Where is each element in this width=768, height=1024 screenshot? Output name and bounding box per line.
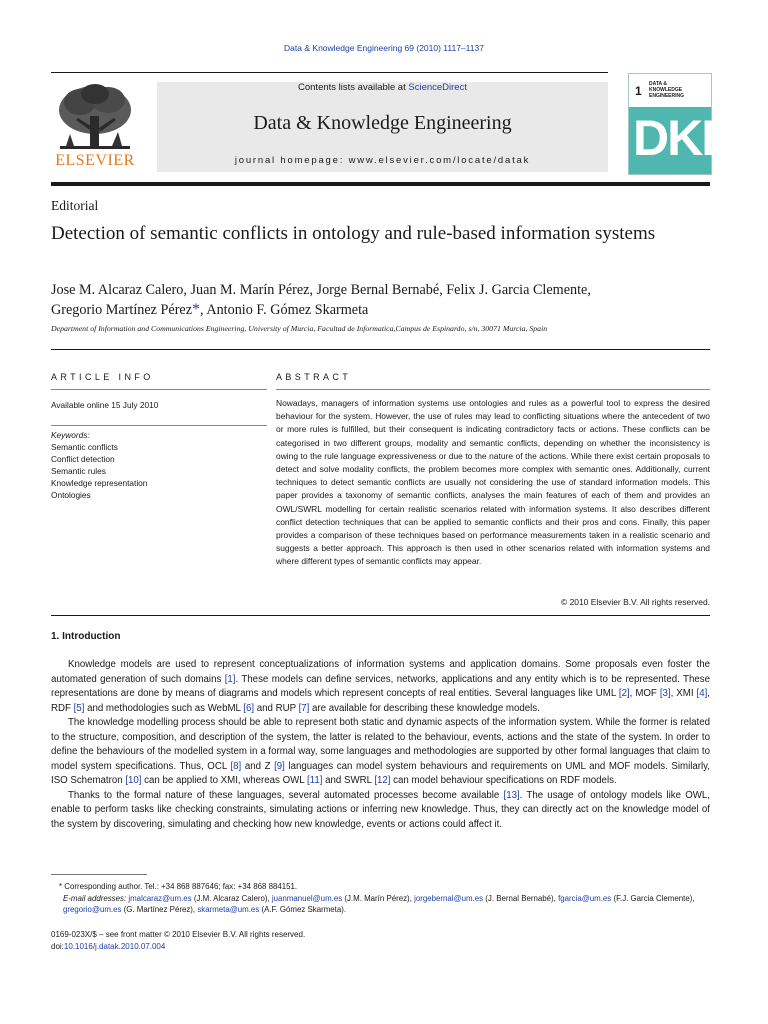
header-top-rule [51, 72, 608, 73]
text-run: and Z [241, 760, 275, 772]
text-run: can model behaviour specifications on RDF models. [390, 775, 617, 786]
text-run: and methodologies such as WebML [84, 702, 244, 714]
cover-big-letters: DKE [633, 110, 733, 166]
keywords-rule [51, 425, 267, 426]
intro-paragraph-3 [51, 789, 710, 833]
doi-line [51, 941, 305, 953]
journal-title: Data & Knowledge Engineering [253, 112, 512, 134]
keyword: Knowledge representation [51, 478, 148, 488]
reference-link[interactable]: [8] [230, 760, 242, 772]
article-title: Detection of semantic conflicts in ontology and rule-based information systems [51, 223, 656, 244]
elsevier-wordmark: ELSEVIER [55, 152, 135, 169]
reference-link[interactable]: [1] [224, 673, 236, 685]
authors-line-1: Jose M. Alcaraz Calero, Juan M. Marín Pérez, Jorge Bernal Bernabé, Felix J. Garcia Clemente, [51, 282, 591, 298]
keywords-block [51, 429, 147, 501]
reference-link[interactable]: jorgebernal@um.es [414, 893, 484, 903]
text-run: and RUP [254, 702, 299, 714]
abstract-text: Nowadays, managers of information systems use ontologies and rules as a powerful tool to express the desired behaviour for the system. However, the use of rules may lead to conflicting situations where the antecedent of two or more rules is fulfilled, but their consequent is indicating contradictory facts or actions. These conflicts can be categorised in two different groups, modality and semantic conflicts, depending on whether the inconsistency is owing to the rule language expressiveness or due to the nature of the actions. While there exist certain proposals to detect and solve modality conflicts, the problem becomes more complex with semantic ones. Additionally, current techniques to detect semantic conflicts are usually not considering the use of standard information models. This paper provides a taxonomy of semantic conflicts, analyses the main features of each of them and provides an OWL/SWRL modelling for certain realistic scenarios related with information systems. It also describes different conflict detection techniques that can be applied to semantic conflicts and their pros and cons. Finally, this paper provides a comparison of these techniques based on performance measurements taken in a realistic scenario and suggests a better approach. This approach is then used in other scenarios related with information systems and where different types of semantic conflicts may appear. [276, 398, 710, 567]
contents-prefix: Contents lists available at [298, 82, 409, 93]
text-run: (J.M. Alcaraz Calero), [191, 893, 272, 903]
reference-link[interactable]: [4] [696, 688, 708, 699]
reference-link[interactable]: skarmeta@um.es [197, 905, 260, 915]
text-run: , RDF [51, 688, 710, 714]
reference-link[interactable]: [6] [243, 702, 255, 714]
doi-link[interactable]: 10.1016/j.datak.2010.07.004 [63, 941, 166, 951]
reference-link[interactable]: [2] [618, 688, 630, 699]
cover-small-line: ENGINEERING [649, 93, 685, 99]
corresponding-star-link[interactable]: * [192, 301, 201, 318]
footnote-rule [51, 874, 147, 875]
text-run: . These models can define services, networks, applications and any entity which is to be represented. These representations are done by means of diagrams and models which represent concepts of real entities. Several languages like UML [51, 673, 710, 699]
article-info-rule [51, 389, 267, 390]
reference-link[interactable]: [3] [659, 688, 671, 699]
cover-small-title [649, 81, 684, 99]
text-run: . The usage of ontology models like OWL, enable to perform tasks like checking constraints, simulating actions or inferring new knowledge. Thus, they can directly act on the knowledge model of the system by discovering, simulating and checking how new knowledge, events or actions could affect it. [51, 789, 710, 830]
abstract-copyright: © 2010 Elsevier B.V. All rights reserved. [561, 597, 710, 607]
affiliation-rule [51, 349, 710, 350]
elsevier-logo [52, 80, 138, 175]
email-list [63, 894, 695, 915]
reference-link[interactable]: [10] [125, 775, 142, 786]
front-matter [51, 929, 305, 952]
footnotes [51, 881, 710, 916]
email-footnote [51, 893, 710, 916]
text-run: (G. Martínez Pérez), [121, 905, 198, 915]
journal-cover [628, 73, 733, 175]
author-corresponding: Gregorio Martínez Pérez [51, 302, 193, 318]
section-heading-introduction: 1. Introduction [51, 631, 121, 642]
text-run: , MOF [629, 688, 660, 699]
reference-link[interactable]: [9] [274, 760, 285, 772]
introduction-body [51, 658, 710, 832]
affiliation: Department of Information and Communications Engineering, University of Murcia, Facultad de Informatica,Campus de Espinardo, s/n, 30071 Murcia, Spain [51, 324, 548, 333]
authors-line-2 [51, 300, 711, 320]
text-run: , XMI [670, 688, 697, 699]
intro-paragraph-1 [51, 658, 710, 716]
reference-link[interactable]: fgarcia@um.es [558, 893, 612, 903]
intro-paragraph-2 [51, 716, 710, 789]
keyword: Semantic rules [51, 466, 106, 476]
reference-link[interactable]: [13] [503, 789, 520, 801]
journal-citation[interactable]: Data & Knowledge Engineering 69 (2010) 1117–1137 [284, 43, 484, 53]
cover-number: 1 [635, 84, 642, 98]
issn-line: 0169-023X/$ – see front matter © 2010 Elsevier B.V. All rights reserved. [51, 930, 306, 939]
keyword: Ontologies [51, 490, 91, 500]
article-type: Editorial [51, 198, 99, 213]
text-run: can be applied to XMI, whereas OWL [141, 775, 307, 786]
text-run: (A.F. Gómez Skarmeta). [259, 905, 347, 915]
keyword: Conflict detection [51, 454, 115, 464]
text-run: are available for describing these knowledge models. [309, 702, 540, 714]
text-run: (J. Bernal Bernabé), [483, 893, 559, 903]
reference-link[interactable]: [11] [306, 775, 323, 786]
abstract-heading: ABSTRACT [276, 372, 352, 382]
reference-link[interactable]: [7] [298, 702, 310, 714]
author-list [51, 281, 711, 320]
abstract-rule [276, 389, 710, 390]
contents-line [157, 82, 608, 93]
text-run: (J.M. Marín Pérez), [342, 893, 415, 903]
reference-link[interactable]: juanmanuel@um.es [271, 893, 343, 903]
reference-link[interactable]: [12] [374, 775, 391, 786]
author-rest: , Antonio F. Gómez Skarmeta [200, 302, 369, 318]
keywords-label: Keywords: [51, 430, 90, 440]
text-run: (F.J. Garcia Clemente), [611, 893, 695, 903]
cover-small-line: DATA & [649, 81, 667, 87]
email-label: E-mail addresses: [63, 893, 127, 903]
article-info-heading: ARTICLE INFO [51, 372, 154, 382]
reference-link[interactable]: gregorio@um.es [63, 905, 122, 915]
text-run: The knowledge modelling process should be able to represent both static and dynamic aspects of the information system. While the former is related to the structure, composition, and description of the system, the latter is related to the behaviour, events, actions and the state of the system. In order to define the behaviours of the modelled system in a formal way, some languages and methodologies are supported by other formal languages that claim to model system specifications. Thus, OCL [51, 717, 710, 772]
reference-link[interactable]: jmalcaraz@um.es [128, 893, 192, 903]
text-run: Thanks to the formal nature of these languages, several automated processes become available [68, 789, 504, 801]
text-run: and SWRL [322, 775, 375, 786]
corresponding-text: Corresponding author. Tel.: +34 868 887646; fax: +34 868 884151. [64, 882, 298, 891]
text-run: Knowledge models are used to represent conceptualizations of information systems and application domains. Some proposals even foster the automated generation of such domains [51, 659, 710, 685]
header-bottom-rule [51, 182, 710, 186]
keyword: Semantic conflicts [51, 442, 118, 452]
sciencedirect-link[interactable]: ScienceDirect [408, 82, 467, 93]
journal-homepage[interactable]: journal homepage: www.elsevier.com/locate/datak [234, 155, 531, 166]
cover-small-line: KNOWLEDGE [649, 87, 683, 93]
doi-label: doi: [51, 941, 64, 951]
corresponding-footnote [51, 881, 710, 893]
abstract-bottom-rule [51, 615, 710, 616]
footnote-star: * [59, 882, 63, 891]
reference-link[interactable]: [5] [73, 702, 85, 714]
text-run: languages can model system behaviours and requirements on UML and MOF models. Similarly, ISO Schematron [51, 760, 710, 786]
available-online: Available online 15 July 2010 [51, 400, 159, 410]
